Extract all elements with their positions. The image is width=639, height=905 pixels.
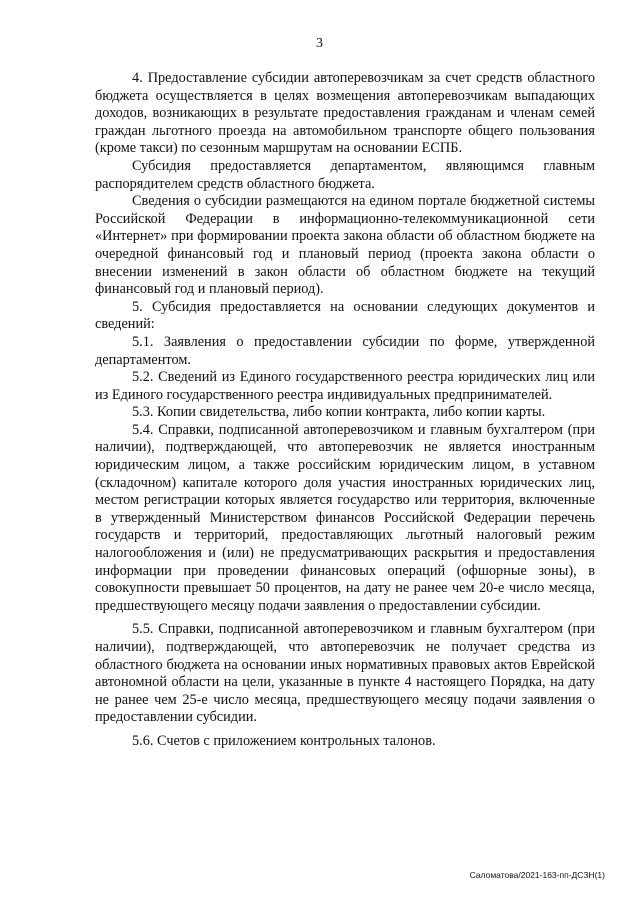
page-number: 3 (316, 36, 323, 51)
paragraph-5-4: 5.4. Справки, подписанной автоперевозчиком и главным бухгалтером (при наличии), подтверждающей, что автоперевозчик не является иностранным юридическим лицом, а также российским юридическим лицом, в уставном (складочном) капитале которого доля участия иностранных юридических лиц, местом регистрации которых является государство или территория, включенные в утвержденный Министерством финансов Российской Федерации перечень государств и территорий, предоставляющих льготный налоговый режим налогообложения и (или) не предусматривающих раскрытия и предоставления информации при проведении финансовых операций (офшорные зоны), в совокупности превышает 50 процентов, на дату не ранее чем 20-е число месяца, предшествующего месяцу подачи заявления о предоставлении субсидии. (95, 421, 595, 614)
paragraph-4: 4. Предоставление субсидии автоперевозчикам за счет средств областного бюджета осуществляется в целях возмещения автоперевозчикам выпадающих доходов, возникающих в результате предоставления гражданам и членам семей граждан льготного проезда на автомобильном транспорте общего пользования (кроме такси) по сезонным маршрутам на основании ЕСПБ. (95, 70, 595, 157)
paragraph-5-6: 5.6. Счетов с приложением контрольных талонов. (132, 732, 436, 749)
paragraph-5-3: 5.3. Копии свидетельства, либо копии контракта, либо копии карты. (132, 404, 546, 421)
paragraph-subsidy-info: Сведения о субсидии размещаются на едином портале бюджетной системы Российской Федерации в информационно-телекоммуникационной сети «Интернет» при формировании проекта закона области об областном бюджете на очередной финансовый год и плановый период (проекта закона области о внесении изменений в закон области об областном бюджете на текущий финансовый год и плановый период). (95, 193, 595, 298)
paragraph-5-1: 5.1. Заявления о предоставлении субсидии по форме, утвержденной департаментом. (95, 333, 595, 368)
document-body (95, 70, 595, 751)
paragraph-5-2: 5.2. Сведений из Единого государственного реестра юридических лиц или из Единого государственного реестра индивидуальных предпринимателей. (95, 369, 595, 403)
document-footer-code: Саломатова/2021-163-пп-ДСЗН(1) (469, 870, 605, 880)
paragraph-5: 5. Субсидия предоставляется на основании следующих документов и сведений: (95, 298, 595, 333)
paragraph-subsidy-provider: Субсидия предоставляется департаментом, являющимся главным распорядителем средств областного бюджета. (95, 157, 595, 192)
paragraph-5-5: 5.5. Справки, подписанной автоперевозчиком и главным бухгалтером (при наличии), подтверждающей, что автоперевозчик не получает средства из областного бюджета на основании иных нормативных правовых актов Еврейской автономной области на цели, указанные в пункте 4 настоящего Порядка, на дату не ранее чем 25-е число месяца, предшествующего месяцу подачи заявления о предоставлении субсидии. (95, 621, 595, 726)
